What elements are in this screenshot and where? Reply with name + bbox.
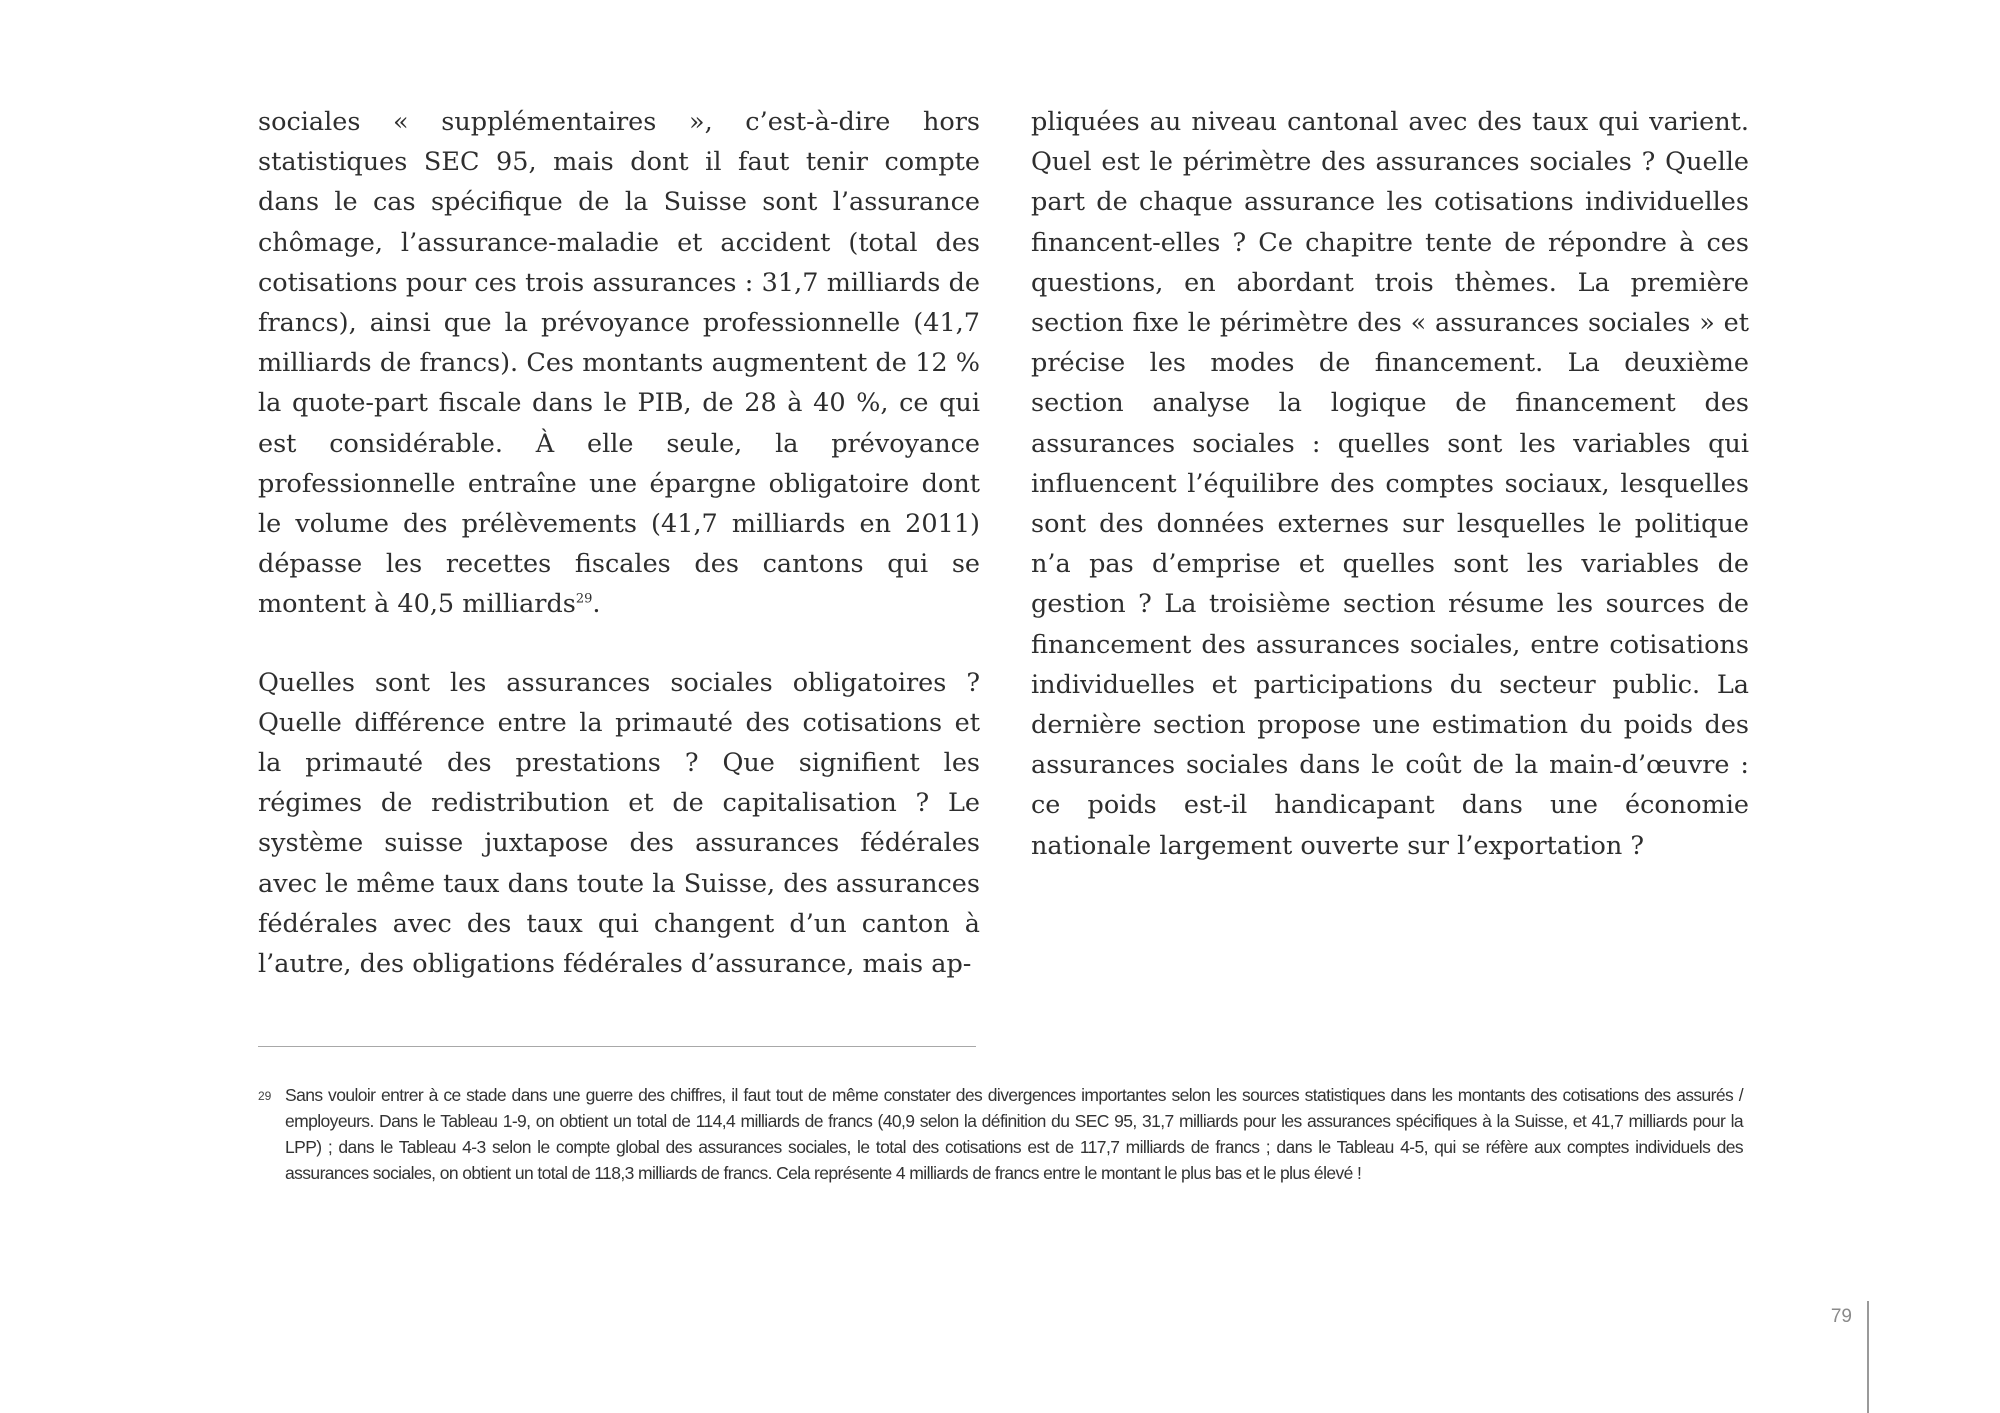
page-edge-marker	[1867, 1301, 1869, 1413]
left-text-column	[258, 102, 980, 984]
right-paragraph-1: pliquées au niveau cantonal avec des taux qui varient. Quel est le périmètre des assurances sociales ? Quelle part de chaque assurance les cotisations individuelles financent-elles ? Ce chapitre tente de répondre à ces questions, en abordant trois thèmes. La première section fixe le périmètre des « assurances sociales » et précise les modes de financement. La deuxième section analyse la logique de financement des assurances sociales : quelles sont les variables qui influencent l’équilibre des comptes sociaux, lesquelles sont des données externes sur lesquelles le politique n’a pas d’emprise et quelles sont les variables de gestion ? La troisième section résume les sources de financement des assurances sociales, entre cotisations individuelles et participations du secteur public. La dernière section propose une estimation du poids des assurances sociales dans le coût de la main-d’œuvre : ce poids est-il handicapant dans une économie nationale largement ouverte sur l’exportation ?	[1031, 107, 1749, 861]
left-paragraph-1-text: sociales « supplémentaires », c’est-à-dire hors statistiques SEC 95, mais dont il faut tenir compte dans le cas spécifique de la Suisse sont l’assurance chômage, l’assurance-maladie et accident (total des cotisations pour ces trois assurances : 31,7 milliards de francs), ainsi que la prévoyance professionnelle (41,7 milliards de francs). Ces montants augmentent de 12 % la quote-part fiscale dans le PIB, de 28 à 40 %, ce qui est considérable. À elle seule, la prévoyance professionnelle entraîne une épargne obligatoire dont le volume des prélèvements (41,7 milliards en 2011) dépasse les recettes fiscales des cantons qui se montent à 40,5 milliards	[258, 107, 980, 620]
left-paragraph-2: Quelles sont les assurances sociales obligatoires ? Quelle différence entre la primauté des cotisations et la primauté des prestations ? Que signifient les régimes de redistribution et de capitalisation ? Le système suisse juxtapose des assurances fédérales avec le même taux dans toute la Suisse, des assurances fédérales avec des taux qui changent d’un canton à l’autre, des obligations fédérales d’assurance, mais ap-	[258, 667, 980, 980]
footnote-number: 29	[258, 1089, 272, 1103]
page-number: 79	[1830, 1306, 1852, 1327]
footnote	[258, 1082, 1743, 1186]
left-paragraph-1	[258, 102, 980, 625]
right-text-column	[1031, 102, 1749, 866]
footnote-reference[interactable]: 29	[575, 591, 593, 607]
footnote-text: Sans vouloir entrer à ce stade dans une guerre des chiffres, il faut tout de même constater des divergences importantes selon les sources statistiques dans les montants des cotisations des assurés / employeurs. Dans le Tableau 1-9, on obtient un total de 114,4 milliards de francs (40,9 selon la définition du SEC 95, 31,7 milliards pour les assurances spécifiques à la Suisse, et 41,7 milliards pour la LPP) ; dans le Tableau 4-3 selon le compte global des assurances sociales, le total des cotisations est de 117,7 milliards de francs ; dans le Tableau 4-5, qui se réfère aux comptes individuels des assurances sociales, on obtient un total de 118,3 milliards de francs. Cela représente 4 milliards de francs entre le montant le plus bas et le plus élevé !	[285, 1085, 1743, 1183]
footnote-divider	[258, 1046, 976, 1047]
left-paragraph-1-end: .	[592, 589, 601, 620]
